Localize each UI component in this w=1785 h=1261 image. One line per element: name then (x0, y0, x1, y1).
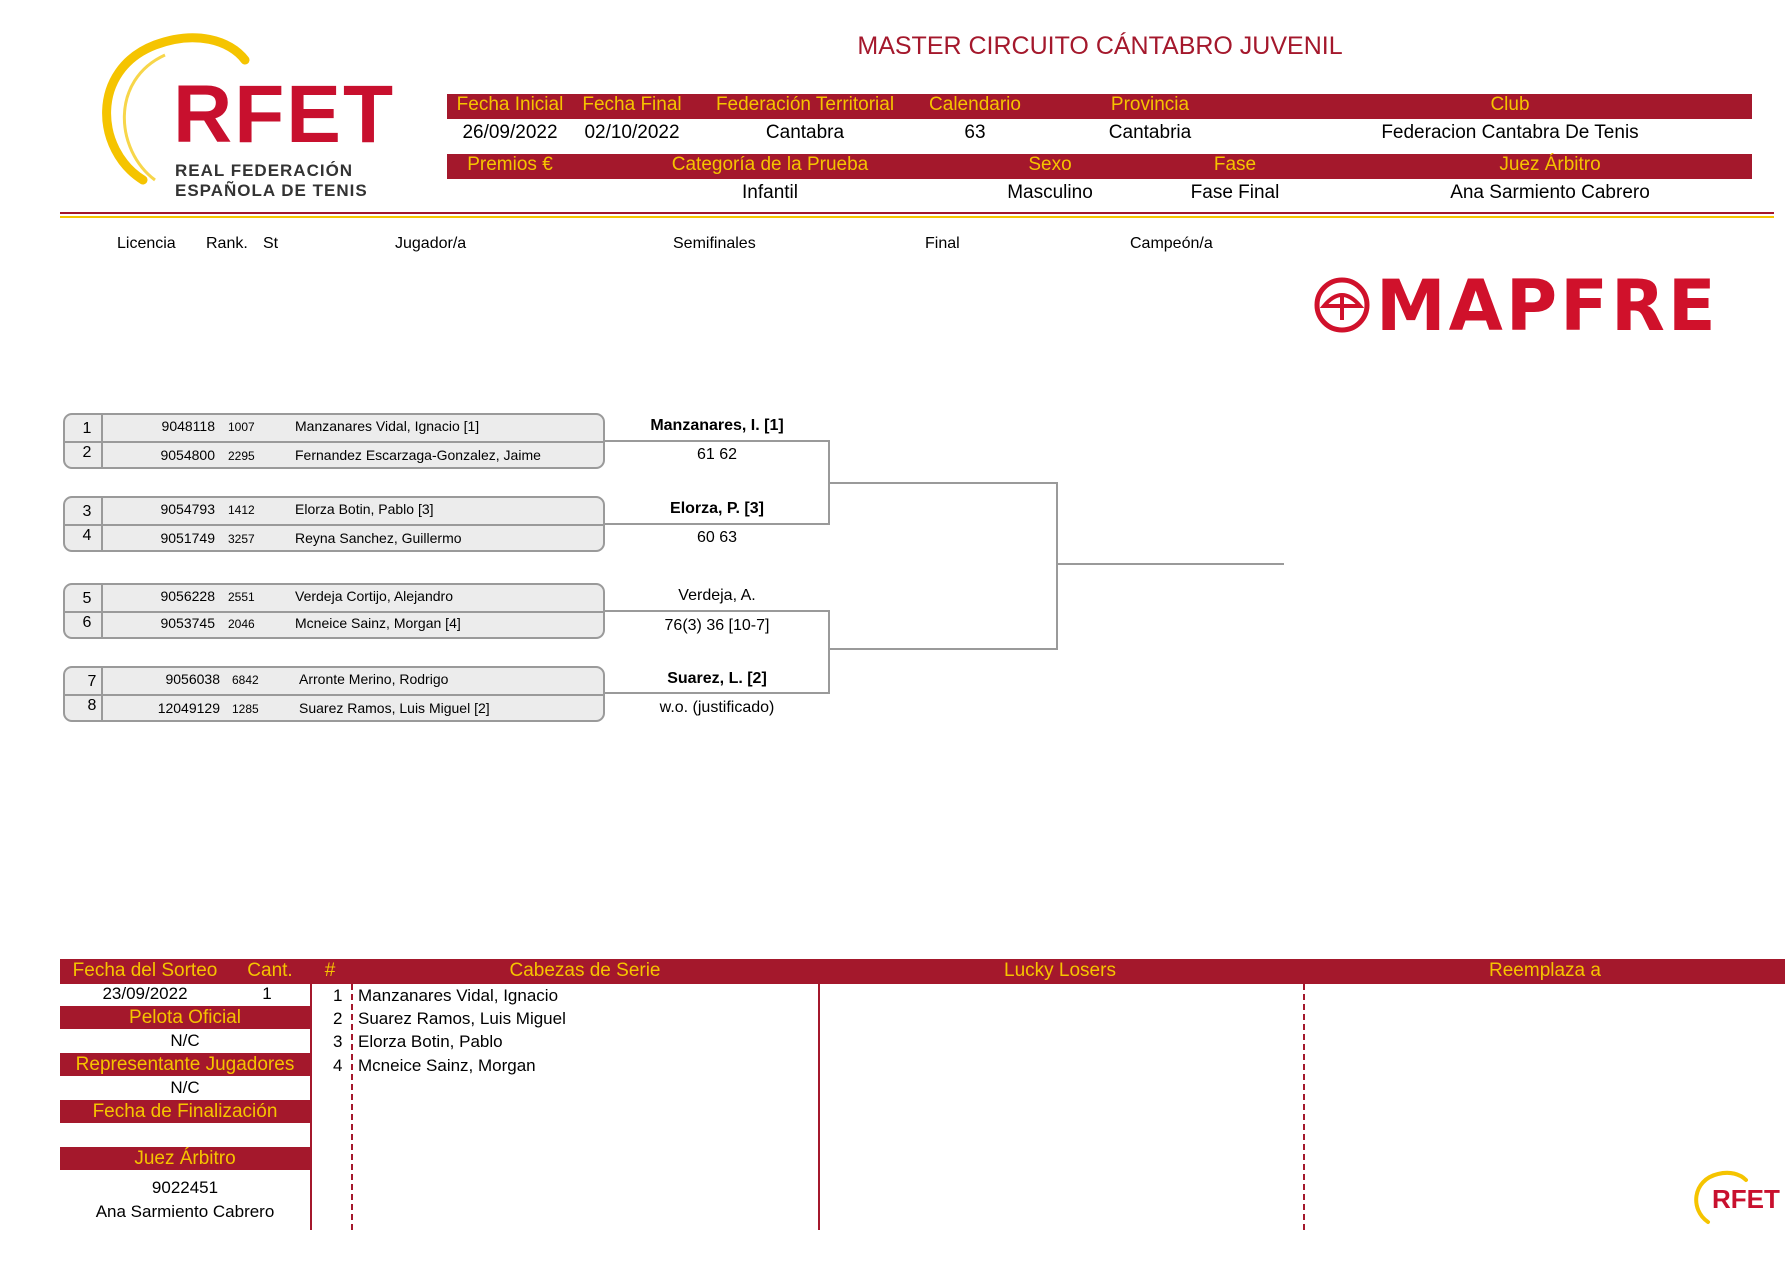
semi-score-2: 60 63 (696, 529, 738, 546)
semi-score-3: 76(3) 36 [10-7] (664, 617, 770, 634)
rfet-logo-line1: REAL FEDERACIÓN (175, 161, 354, 180)
label-num: # (324, 960, 336, 981)
draw-lic-1: 9048118 (161, 418, 215, 434)
value-calendario: 63 (964, 122, 986, 143)
label-club: Club (1490, 94, 1530, 115)
seed-number-1: 1 (333, 986, 343, 1005)
label-sexo: Sexo (1028, 154, 1072, 175)
draw-lic-2: 9054800 (160, 447, 215, 463)
draw-player-8[interactable]: Suarez Ramos, Luis Miguel [2] (299, 700, 490, 716)
label-fecha-inicial: Fecha Inicial (456, 94, 564, 115)
label-federacion: Federación Territorial (715, 94, 895, 115)
value-fase: Fase Final (1190, 182, 1280, 203)
label-provincia: Provincia (1110, 94, 1190, 115)
draw-player-7[interactable]: Arronte Merino, Rodrigo (299, 671, 449, 687)
bracket-line (605, 692, 830, 694)
value-club: Federacion Cantabra De Tenis (1381, 122, 1639, 143)
value-fecha-sorteo: 23/09/2022 (102, 984, 188, 1003)
draw-lic-3: 9054793 (160, 501, 215, 517)
seed-name-1: Manzanares Vidal, Ignacio (358, 986, 559, 1005)
draw-lic-4: 9051749 (160, 530, 215, 546)
draw-rank-3: 1412 (228, 503, 255, 517)
column-divider (310, 984, 312, 1230)
bracket-line (828, 648, 1058, 650)
draw-pos-5: 5 (82, 590, 92, 607)
col-st: St (263, 235, 279, 252)
col-semifinales: Semifinales (673, 235, 756, 252)
mapfre-wordmark: MAPFRE (1376, 265, 1719, 347)
seed-name-2: Suarez Ramos, Luis Miguel (358, 1009, 566, 1028)
draw-pos-2: 2 (82, 444, 92, 461)
rfet-small-text: RFET (1712, 1184, 1780, 1214)
semi-winner-1: Manzanares, I. [1] (650, 417, 784, 434)
value-juez-lic: 9022451 (151, 1178, 219, 1197)
value-representante: N/C (170, 1078, 200, 1097)
draw-rank-2: 2295 (228, 449, 255, 463)
value-juez: Ana Sarmiento Cabrero (1450, 182, 1650, 203)
label-cabezas: Cabezas de Serie (509, 960, 661, 981)
seed-number-4: 4 (333, 1056, 343, 1075)
bracket-line (1056, 482, 1058, 650)
value-fecha-inicial: 26/09/2022 (462, 122, 558, 143)
label-calendario: Calendario (929, 94, 1021, 115)
label-cant: Cant. (247, 960, 293, 981)
rfet-logo-text: RFET (173, 69, 396, 160)
value-sexo: Masculino (1007, 182, 1093, 203)
label-premios: Premios € (467, 154, 553, 175)
draw-rank-4: 3257 (228, 532, 255, 546)
draw-rank-8: 1285 (232, 702, 259, 716)
value-federacion: Cantabra (765, 122, 845, 143)
label-fecha-fin: Fecha de Finalización (92, 1101, 278, 1122)
label-reemplaza: Reemplaza a (1489, 960, 1601, 981)
header-rule-yellow (60, 216, 1774, 218)
label-fecha-sorteo: Fecha del Sorteo (72, 960, 218, 981)
draw-rank-5: 2551 (228, 590, 255, 604)
draw-player-5[interactable]: Verdeja Cortijo, Alejandro (295, 588, 453, 604)
draw-rank-7: 6842 (232, 673, 259, 687)
mapfre-logo (1300, 258, 1750, 348)
draw-lic-6: 9053745 (160, 615, 215, 631)
value-juez-name: Ana Sarmiento Cabrero (95, 1202, 275, 1221)
draw-lic-7: 9056038 (165, 671, 220, 687)
bracket-line (605, 440, 830, 442)
page-title: MASTER CIRCUITO CÁNTABRO JUVENIL (857, 32, 1343, 60)
col-final: Final (925, 235, 960, 252)
bracket-line (1056, 563, 1284, 565)
label-lucky: Lucky Losers (1004, 960, 1116, 981)
value-cant: 1 (262, 984, 272, 1003)
semi-winner-4: Suarez, L. [2] (667, 670, 767, 687)
bracket-line (605, 610, 830, 612)
bracket-line (605, 523, 830, 525)
draw-pos-8: 8 (87, 697, 97, 714)
semi-winner-3: Verdeja, A. (678, 587, 756, 604)
bracket-line (828, 482, 1058, 484)
value-categoria: Infantil (742, 182, 798, 203)
draw-pos-7: 7 (87, 673, 97, 690)
column-divider-dashed (351, 984, 353, 1230)
rfet-logo-line2: ESPAÑOLA DE TENIS (175, 181, 368, 200)
col-jugador: Jugador/a (395, 235, 467, 252)
header-rule-red (60, 212, 1774, 214)
semi-winner-2: Elorza, P. [3] (670, 500, 764, 517)
draw-pos-1: 1 (82, 420, 92, 437)
semi-score-4: w.o. (justificado) (659, 699, 775, 716)
draw-player-6[interactable]: Mcneice Sainz, Morgan [4] (295, 615, 461, 631)
draw-player-3[interactable]: Elorza Botin, Pablo [3] (295, 501, 434, 517)
label-categoria: Categoría de la Prueba (671, 154, 869, 175)
col-licencia: Licencia (117, 235, 176, 252)
bracket-line (828, 610, 830, 694)
seed-number-2: 2 (333, 1009, 343, 1028)
draw-rank-6: 2046 (228, 617, 255, 631)
seed-name-4: Mcneice Sainz, Morgan (358, 1056, 536, 1075)
label-fecha-final: Fecha Final (582, 94, 682, 115)
seed-number-3: 3 (333, 1032, 343, 1051)
value-provincia: Cantabria (1108, 122, 1192, 143)
draw-player-2[interactable]: Fernandez Escarzaga-Gonzalez, Jaime (295, 447, 541, 463)
draw-player-4[interactable]: Reyna Sanchez, Guillermo (295, 530, 462, 546)
draw-player-1[interactable]: Manzanares Vidal, Ignacio [1] (295, 418, 480, 434)
label-juez-bottom: Juez Árbitro (134, 1148, 236, 1169)
rfet-logo-small (1690, 1170, 1780, 1230)
draw-pos-3: 3 (82, 503, 92, 520)
draw-pos-4: 4 (82, 527, 92, 544)
label-pelota: Pelota Oficial (129, 1007, 241, 1028)
semi-score-1: 61 62 (696, 446, 738, 463)
col-rank: Rank. (206, 235, 248, 252)
draw-rank-1: 1007 (228, 420, 255, 434)
col-campeon: Campeón/a (1130, 235, 1213, 252)
label-juez: Juez Árbitro (1499, 154, 1601, 175)
draw-lic-5: 9056228 (160, 588, 215, 604)
draw-lic-8: 12049129 (157, 700, 220, 716)
draw-pos-6: 6 (82, 614, 92, 631)
label-fase: Fase (1213, 154, 1257, 175)
label-representante: Representante Jugadores (75, 1054, 295, 1075)
value-pelota: N/C (170, 1031, 200, 1050)
column-divider-dashed (1303, 984, 1305, 1230)
rfet-logo (95, 30, 396, 210)
value-fecha-final: 02/10/2022 (584, 122, 680, 143)
seed-name-3: Elorza Botin, Pablo (358, 1032, 503, 1051)
column-divider (818, 984, 820, 1230)
